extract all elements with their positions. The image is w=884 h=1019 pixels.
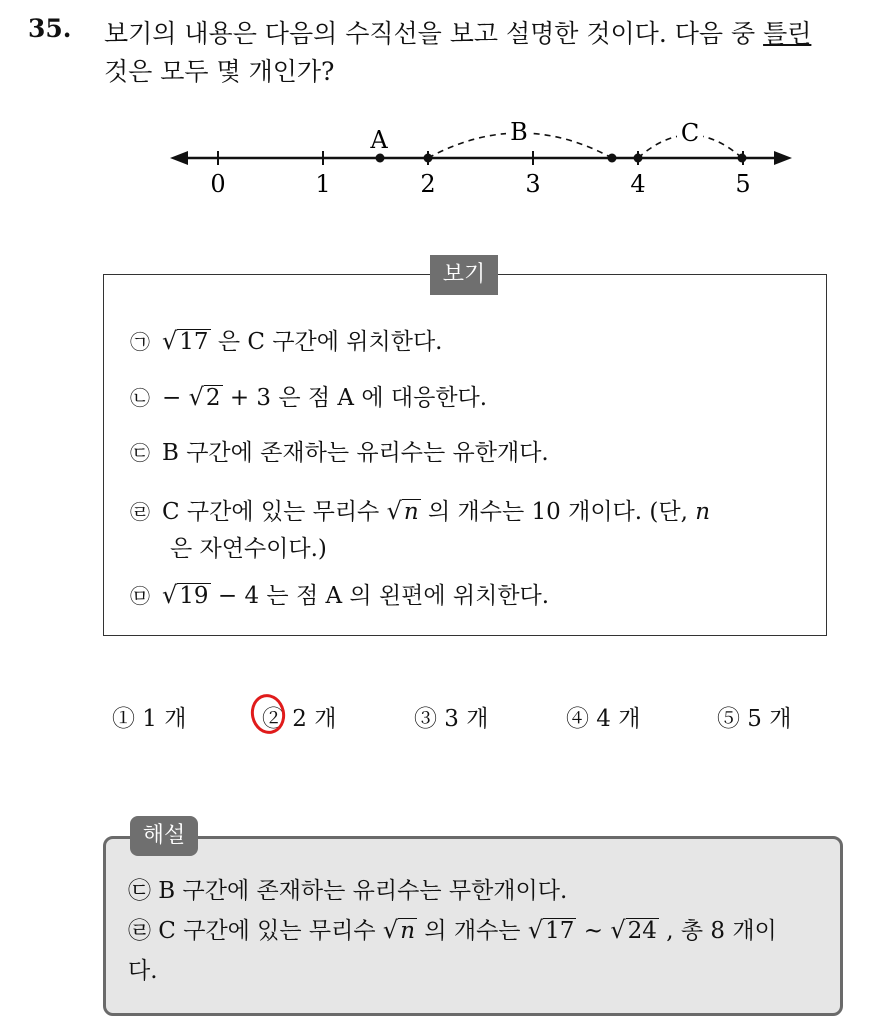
point-a-label: A [370, 126, 388, 154]
tick-label: 1 [315, 170, 331, 198]
left-arrow-icon [170, 151, 188, 165]
interval-c-start [634, 154, 643, 163]
item-prefix: − [162, 385, 182, 411]
interval-c-end [738, 154, 747, 163]
tick-label: 4 [630, 170, 646, 198]
tick-label: 3 [525, 170, 541, 198]
solution-line2: ㉣ C 구간에 있는 무리수 √n 의 개수는 √17 ~ √24 , 총 8 개이 [128, 916, 777, 944]
interval-b-end [608, 154, 617, 163]
tick-label: 2 [420, 170, 436, 198]
item-text: 은 C 구간에 위치한다. [210, 329, 443, 355]
interval-c-label: C [680, 119, 700, 147]
item-marker: ㉡ [130, 386, 150, 410]
question-text-underlined: 틀린 [763, 19, 812, 48]
radicand: n [400, 918, 416, 944]
radicand: 24 [627, 918, 657, 944]
bogi-item-4: ㉣ C 구간에 있는 무리수 √n 의 개수는 10 개이다. (단, n [130, 497, 711, 525]
solution-title: 해설 [130, 816, 198, 856]
question-text-a: 보기의 내용은 다음의 수직선을 보고 설명한 것이다. 다음 중 [104, 19, 764, 48]
bogi-item-4-line2: 은 자연수이다.) [170, 536, 327, 562]
radicand: 19 [179, 583, 209, 609]
solution-text: ㉣ C 구간에 있는 무리수 [128, 918, 383, 944]
solution-text: , 총 8 개이 [658, 918, 777, 944]
tick-label: 0 [210, 170, 226, 198]
item-text: − 4 는 점 A 의 왼편에 위치한다. [210, 583, 550, 609]
bogi-item-1: ㉠ √17 은 C 구간에 위치한다. [130, 327, 443, 355]
item-text-b: 의 개수는 10 개이다. (단, [420, 499, 696, 525]
item-marker: ㉣ [130, 500, 150, 524]
radicand: 17 [179, 329, 209, 355]
bogi-item-3 [130, 438, 549, 468]
point-a [376, 154, 385, 163]
choice-4[interactable]: ④ 4 개 [566, 706, 641, 732]
radicand: 2 [205, 385, 221, 411]
choice-1[interactable]: ① 1 개 [112, 706, 187, 732]
item-text-a: C 구간에 있는 무리수 [162, 499, 387, 525]
choice-2[interactable]: ② 2 개 [262, 706, 337, 732]
choice-5[interactable]: ⑤ 5 개 [717, 706, 792, 732]
choice-3[interactable]: ③ 3 개 [414, 706, 489, 732]
interval-b-start [424, 154, 433, 163]
item-text: B 구간에 존재하는 유리수는 유한개다. [162, 440, 549, 466]
interval-b-label: B [510, 118, 528, 146]
solution-text: ~ [576, 918, 611, 944]
solution-text: 의 개수는 [417, 918, 528, 944]
question-number: 35. [28, 14, 72, 43]
item-marker: ㉤ [130, 584, 150, 608]
question-text-line1 [104, 14, 811, 50]
bogi-title: 보기 [430, 255, 498, 295]
item-marker: ㉢ [130, 441, 150, 465]
number-line-figure [160, 110, 800, 210]
radicand: 17 [545, 918, 575, 944]
bogi-item-5: ㉤ √19 − 4 는 점 A 의 왼편에 위치한다. [130, 581, 550, 609]
radicand: n [403, 499, 419, 525]
bogi-item-2: ㉡ − √2 + 3 은 점 A 에 대응한다. [130, 383, 488, 411]
question-text-line2: 것은 모두 몇 개인가? [104, 57, 335, 86]
solution-line3: 다. [128, 958, 158, 984]
solution-line1: ㉢ B 구간에 존재하는 유리수는 무한개이다. [128, 878, 568, 904]
item-text: + 3 은 점 A 에 대응한다. [222, 385, 488, 411]
right-arrow-icon [774, 151, 792, 165]
item-var: n [695, 499, 711, 525]
item-marker: ㉠ [130, 330, 150, 354]
tick-label: 5 [735, 170, 751, 198]
